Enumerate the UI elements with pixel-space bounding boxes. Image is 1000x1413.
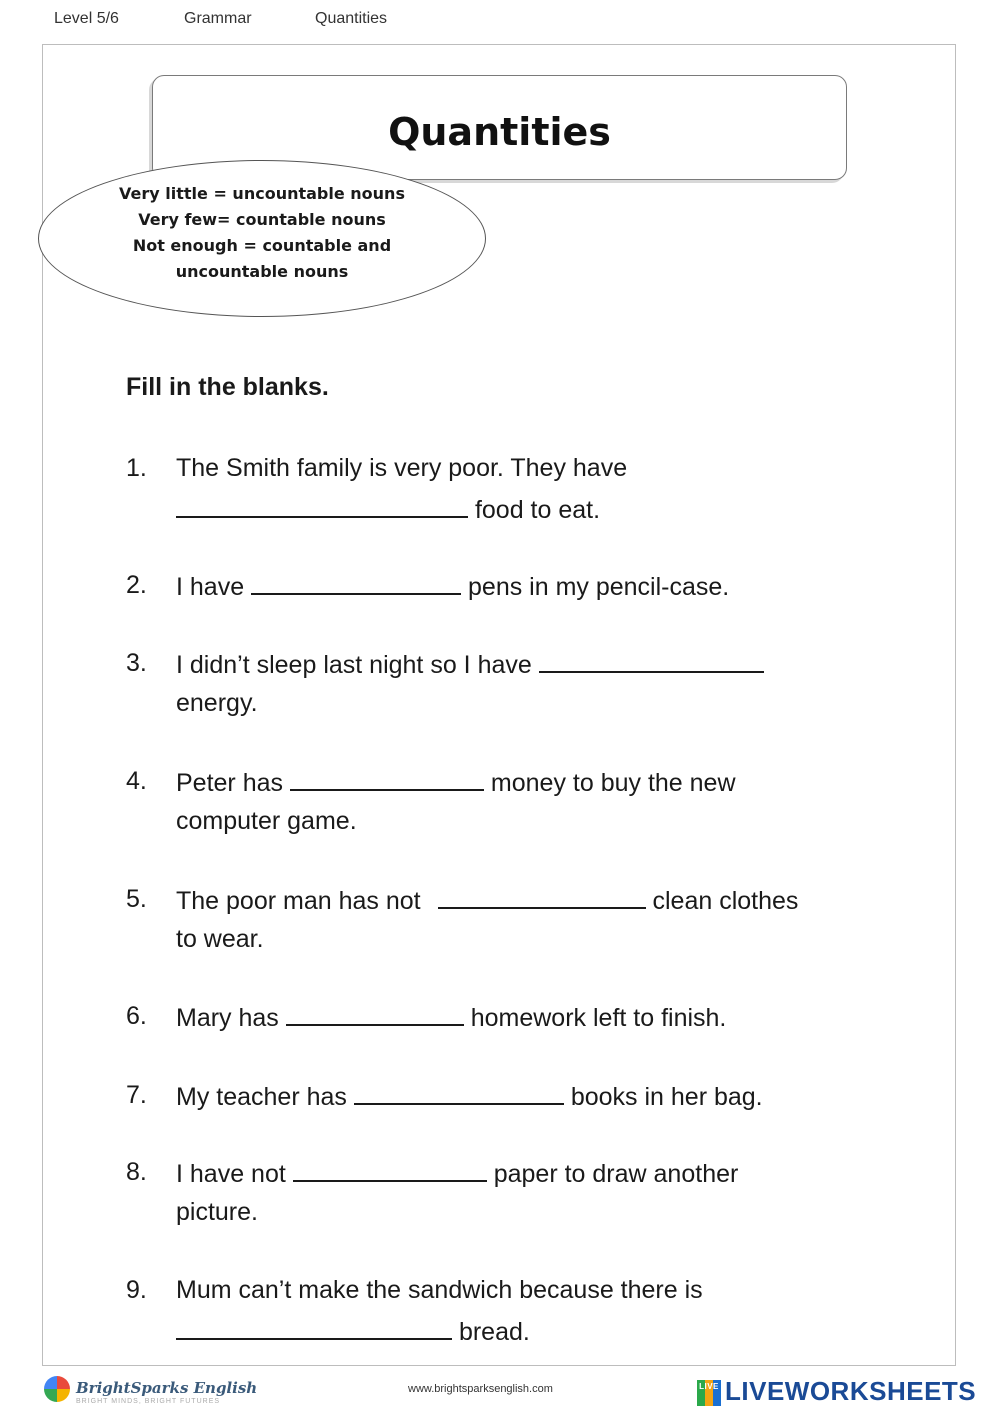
answer-blank[interactable] bbox=[176, 1310, 452, 1340]
question-text: My teacher has bbox=[176, 1083, 347, 1111]
rule-line: Not enough = countable and bbox=[132, 236, 392, 255]
question-text: to wear. bbox=[176, 925, 264, 953]
question-text: Peter has bbox=[176, 769, 284, 797]
answer-blank[interactable] bbox=[438, 879, 646, 909]
rule-line: Very few= countable nouns bbox=[138, 210, 386, 229]
question-text: pens in my pencil-case. bbox=[468, 573, 730, 601]
liveworksheets-name: LIVEWORKSHEETS bbox=[725, 1376, 977, 1406]
answer-blank[interactable] bbox=[354, 1075, 564, 1105]
liveworksheets-logo bbox=[697, 1376, 976, 1407]
question-text: picture. bbox=[176, 1198, 258, 1226]
question-text: I have bbox=[176, 573, 245, 601]
question-text: I have not bbox=[176, 1160, 286, 1188]
rules-text bbox=[60, 181, 464, 285]
instruction: Fill in the blanks. bbox=[126, 373, 329, 401]
liveworksheets-badge-icon: LIVE bbox=[697, 1380, 721, 1406]
question-text: bread. bbox=[458, 1318, 530, 1346]
brand-logo-icon bbox=[44, 1376, 70, 1402]
question-text: I didn’t sleep last night so I have bbox=[176, 651, 532, 679]
question-number: 3. bbox=[126, 649, 147, 677]
rule-line: Very little = uncountable nouns bbox=[119, 184, 405, 203]
page-title: Quantities bbox=[388, 110, 611, 154]
rule-line: uncountable nouns bbox=[175, 262, 349, 281]
question-text: money to buy the new bbox=[490, 769, 736, 797]
question-text: Mary has bbox=[176, 1004, 279, 1032]
answer-blank[interactable] bbox=[286, 996, 464, 1026]
question-text: Mum can’t make the sandwich because there is bbox=[176, 1276, 703, 1304]
question-text: homework left to finish. bbox=[470, 1004, 727, 1032]
question-number: 7. bbox=[126, 1081, 147, 1109]
question-text: computer game. bbox=[176, 807, 357, 835]
question-text: books in her bag. bbox=[570, 1083, 763, 1111]
question-number: 5. bbox=[126, 885, 147, 913]
question-number: 9. bbox=[126, 1276, 147, 1304]
brand-name: BrightSparks English bbox=[76, 1379, 258, 1397]
header-subject: Grammar bbox=[184, 10, 252, 27]
answer-blank[interactable] bbox=[293, 1152, 487, 1182]
answer-blank[interactable] bbox=[290, 761, 484, 791]
question-number: 8. bbox=[126, 1158, 147, 1186]
question-text: food to eat. bbox=[474, 496, 601, 524]
question-number: 4. bbox=[126, 767, 147, 795]
footer-url[interactable]: www.brightsparksenglish.com bbox=[408, 1383, 553, 1395]
answer-blank[interactable] bbox=[251, 565, 461, 595]
question-text: clean clothes bbox=[652, 887, 799, 915]
question-number: 6. bbox=[126, 1002, 147, 1030]
brand-tagline: BRIGHT MINDS, BRIGHT FUTURES bbox=[76, 1398, 221, 1405]
question-text: The poor man has not bbox=[176, 887, 421, 915]
question-text: The Smith family is very poor. They have bbox=[176, 454, 628, 482]
header-level: Level 5/6 bbox=[54, 10, 119, 27]
header-topic: Quantities bbox=[315, 10, 388, 27]
question-text: paper to draw another bbox=[493, 1160, 739, 1188]
answer-blank[interactable] bbox=[539, 643, 764, 673]
answer-blank[interactable] bbox=[176, 488, 468, 518]
question-text: energy. bbox=[176, 689, 258, 717]
question-number: 2. bbox=[126, 571, 147, 599]
question-number: 1. bbox=[126, 454, 147, 482]
